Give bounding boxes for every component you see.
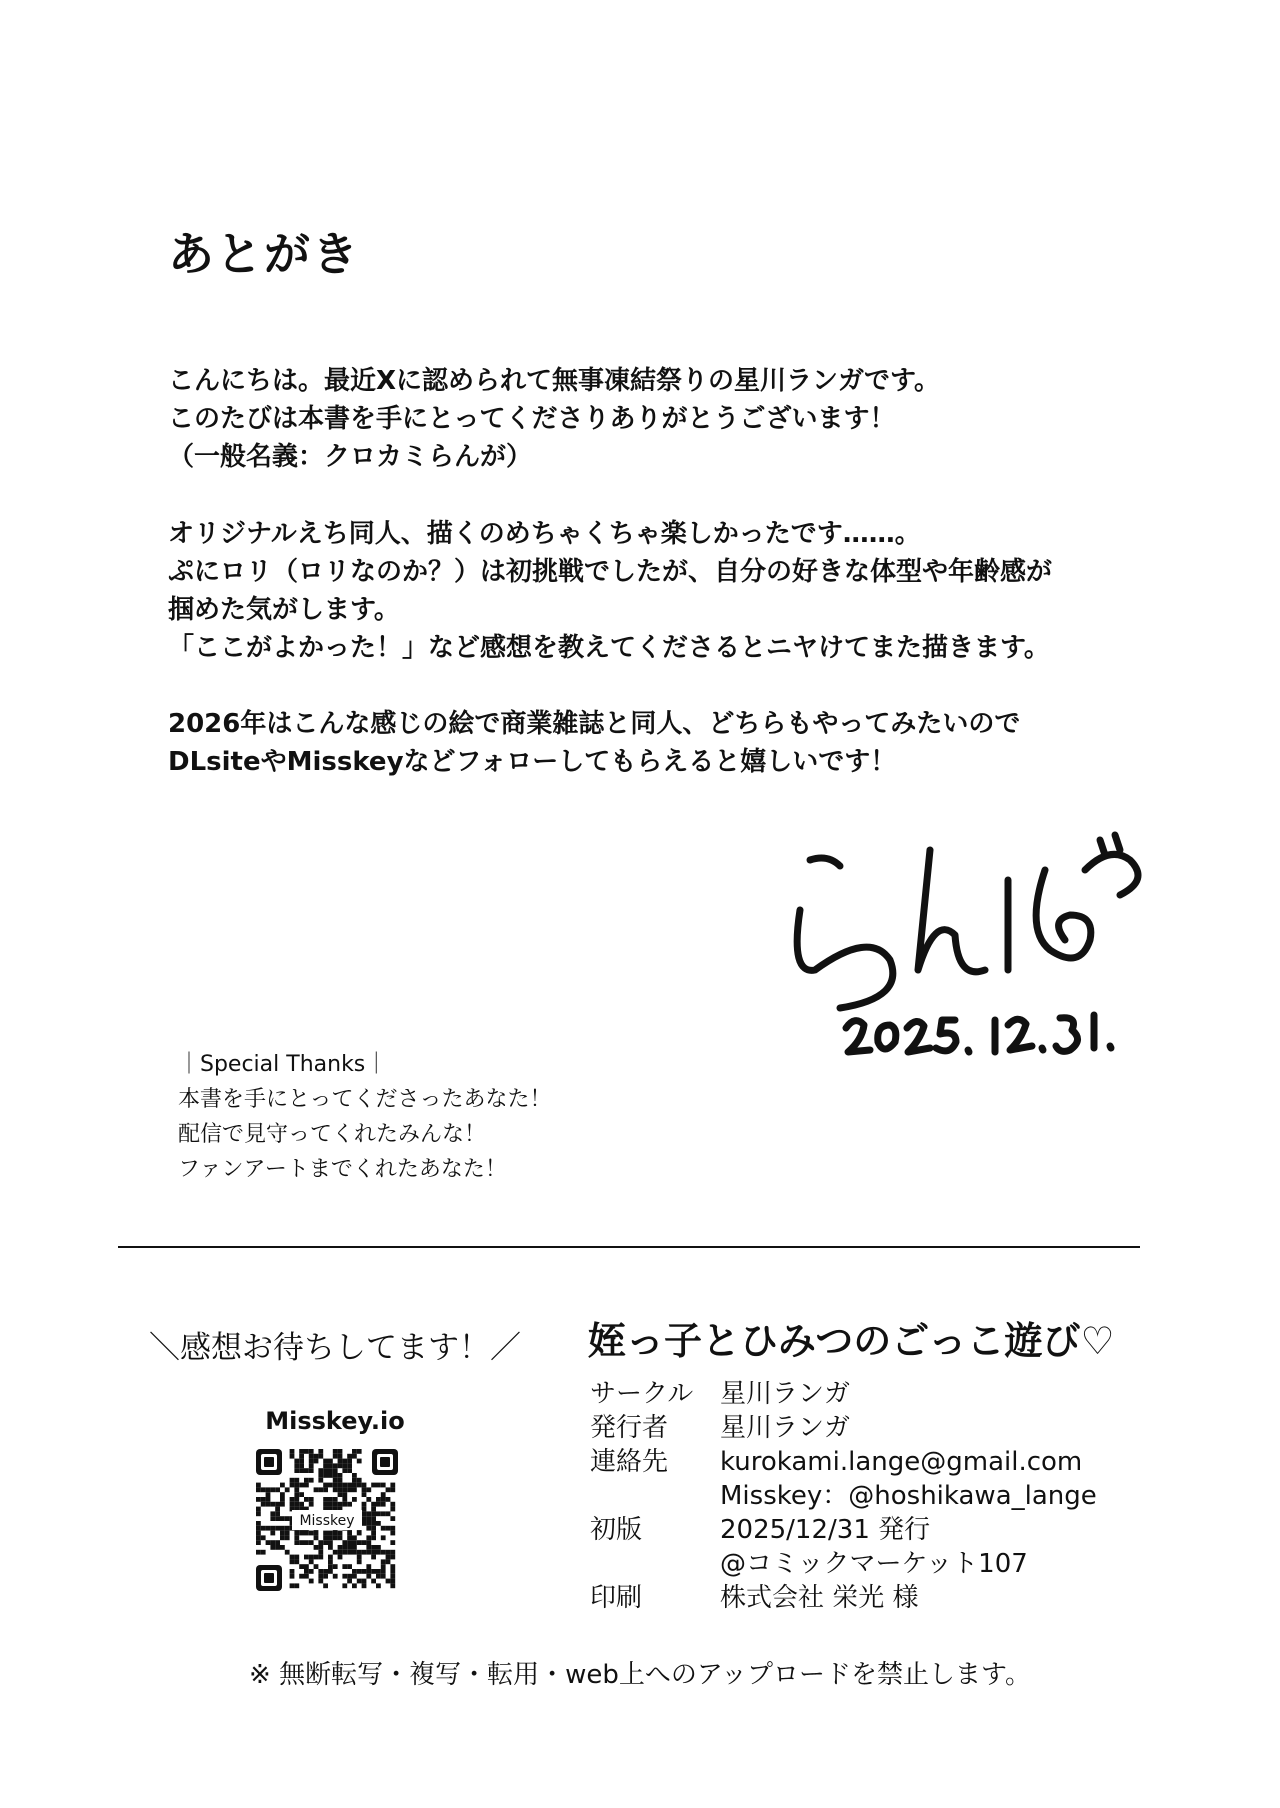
qr-code[interactable]	[254, 1447, 400, 1593]
afterword-title: あとがき	[168, 227, 360, 281]
special-thanks-line: 本書を手にとってくださったあなた！	[178, 1087, 552, 1112]
colophon-label: 連絡先	[590, 1447, 669, 1477]
colophon-label: サークル	[590, 1379, 694, 1409]
qr-finder-pattern	[256, 1449, 282, 1475]
afterword-line: こんにちは。最近Xに認められて無事凍結祭りの星川ランガです。	[168, 366, 940, 396]
afterword-line: 掴めた気がします。	[168, 595, 400, 625]
qr-service-label: Misskey.io	[265, 1407, 405, 1435]
colophon-label: 初版	[590, 1515, 643, 1545]
afterword-line: （一般名義：クロカミらんが）	[168, 442, 533, 472]
colophon-value: 2025/12/31 発行	[720, 1515, 931, 1545]
afterword-paragraph-2	[168, 515, 1052, 667]
afterword-line: オリジナルえち同人、描くのめちゃくちゃ楽しかったです……。	[168, 519, 921, 549]
feedback-callout: ＼感想お待ちしてます！／	[149, 1330, 521, 1366]
colophon-value: @コミックマーケット107	[720, 1549, 1028, 1579]
book-title: 姪っ子とひみつのごっこ遊び♡	[588, 1319, 1115, 1363]
afterword-line: 「ここがよかった！」など感想を教えてくださるとニヤけてまた描きます。	[168, 633, 1050, 663]
special-thanks-line: ファンアートまでくれたあなた！	[178, 1157, 507, 1182]
qr-finder-pattern	[256, 1565, 282, 1591]
afterword-paragraph-3	[168, 705, 1020, 781]
afterword-paragraph-1	[168, 362, 940, 476]
colophon-label: 発行者	[590, 1413, 669, 1443]
colophon-value-email: kurokami.lange@gmail.com	[720, 1447, 1083, 1477]
colophon-label: 印刷	[590, 1583, 643, 1613]
afterword-line: 2026年はこんな感じの絵で商業雑誌と同人、どちらもやってみたいので	[168, 709, 1021, 739]
special-thanks-heading: ｜Special Thanks｜	[178, 1052, 388, 1077]
special-thanks-line: 配信で見守ってくれたみんな！	[178, 1122, 487, 1147]
afterword-line: このたびは本書を手にとってくださりありがとうございます！	[168, 404, 896, 434]
qr-center-label: Misskey	[299, 1513, 355, 1529]
handwritten-signature	[780, 820, 1160, 1090]
afterword-line: DLsiteやMisskeyなどフォローしてもらえると嬉しいです！	[168, 747, 897, 777]
colophon-value: 星川ランガ	[720, 1379, 851, 1409]
section-divider	[118, 1246, 1140, 1248]
copyright-notice: ※ 無断転写・複写・転用・web上へのアップロードを禁止します。	[249, 1660, 1031, 1690]
colophon-value-misskey: Misskey：@hoshikawa_lange	[720, 1481, 1097, 1511]
colophon-value: 株式会社 栄光 様	[720, 1583, 919, 1613]
colophon-value: 星川ランガ	[720, 1413, 851, 1443]
special-thanks	[178, 1047, 552, 1187]
qr-finder-pattern	[372, 1449, 398, 1475]
afterword-line: ぷにロリ（ロリなのか？）は初挑戦でしたが、自分の好きな体型や年齢感が	[168, 557, 1053, 587]
